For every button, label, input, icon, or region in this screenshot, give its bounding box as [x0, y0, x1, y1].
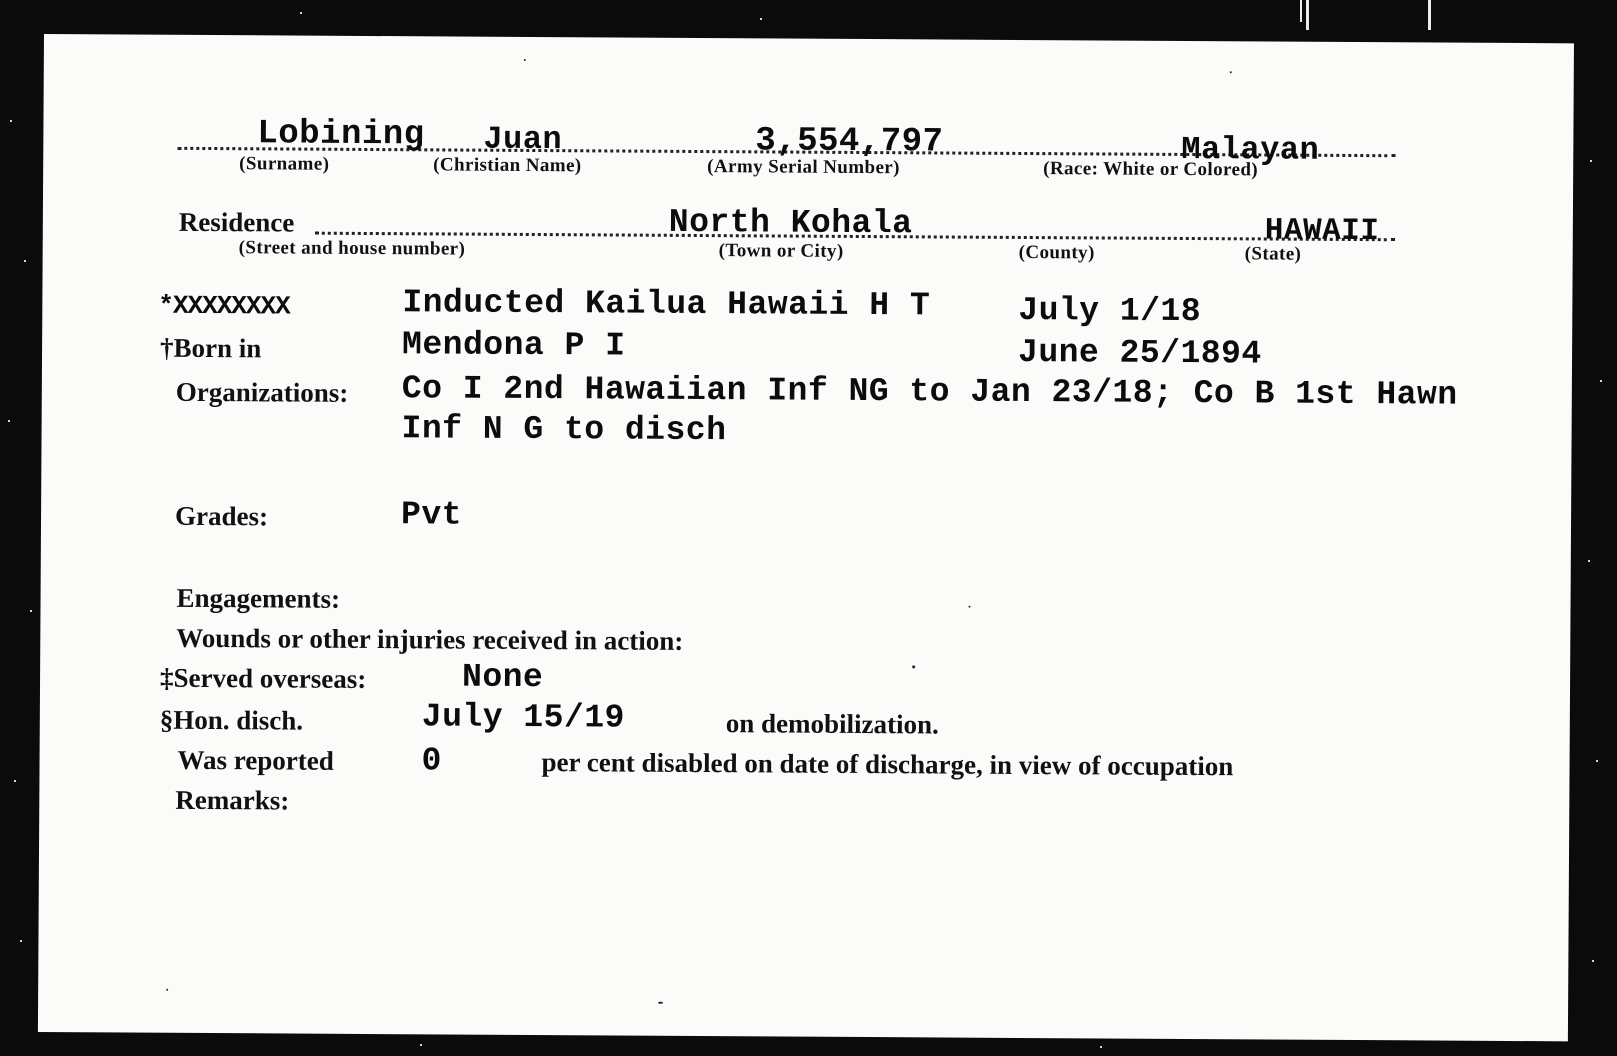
- served-overseas-label: ‡Served overseas:: [159, 662, 367, 694]
- remarks-label: Remarks:: [175, 784, 290, 816]
- scan-noise: [1592, 960, 1594, 962]
- wounds-label: Wounds or other injuries received in action:: [176, 622, 684, 656]
- scan-noise: [24, 260, 26, 262]
- scan-artifact-line: [1306, 0, 1309, 30]
- reported-value: 0: [421, 742, 442, 780]
- reported-label: Was reported: [177, 744, 334, 776]
- reported-suffix: per cent disabled on date of discharge, in view of occupation: [541, 747, 1234, 782]
- ink-speck: [524, 59, 526, 61]
- race-value: Malayan: [1181, 130, 1320, 169]
- scan-noise: [8, 420, 10, 422]
- scan-noise: [1588, 560, 1590, 562]
- scan-noise: [1590, 160, 1592, 162]
- organizations-line-1: Co I 2nd Hawaiian Inf NG to Jan 23/18; Co B 1st Hawn: [401, 370, 1458, 414]
- residence-label: Residence: [178, 206, 295, 238]
- enlisted-value: Inducted Kailua Hawaii H T: [402, 284, 931, 325]
- scan-noise: [10, 120, 12, 122]
- organizations-label: Organizations:: [175, 376, 349, 408]
- scan-noise: [20, 940, 22, 942]
- street-caption: (Street and house number): [238, 237, 466, 260]
- scan-noise: [30, 610, 32, 612]
- ink-speck: [166, 989, 168, 991]
- enlisted-label-struck: *XXXXXXXX: [158, 290, 290, 322]
- grades-value: Pvt: [400, 496, 463, 534]
- scan-noise: [1100, 1046, 1102, 1048]
- scan-noise: [760, 18, 762, 20]
- hon-disch-suffix: on demobilization.: [725, 708, 939, 740]
- town-caption: (Town or City): [718, 240, 844, 262]
- scan-noise: [1596, 760, 1598, 762]
- surname-value: Lobining: [257, 115, 425, 155]
- ink-speck: [912, 665, 915, 668]
- county-caption: (County): [1018, 241, 1095, 264]
- scan-noise: [14, 780, 16, 782]
- race-caption: (Race: White or Colored): [1043, 158, 1259, 181]
- ink-speck: [1230, 71, 1232, 73]
- engagements-label: Engagements:: [176, 582, 341, 614]
- scan-noise: [300, 12, 302, 14]
- christian-name-caption: (Christian Name): [433, 154, 582, 177]
- born-label: †Born in: [159, 332, 262, 364]
- born-date: June 25/1894: [1017, 333, 1262, 373]
- grades-label: Grades:: [174, 500, 269, 532]
- enlisted-date: July 1/18: [1018, 291, 1202, 331]
- scan-artifact-line: [1428, 0, 1431, 30]
- state-caption: (State): [1244, 243, 1302, 265]
- residence-town-value: North Kohala: [668, 203, 913, 243]
- scan-artifact-line: [1300, 0, 1302, 22]
- serial-number-value: 3,554,797: [755, 122, 944, 162]
- surname-caption: (Surname): [239, 153, 330, 175]
- ink-speck: [658, 1002, 663, 1004]
- ink-speck: [969, 606, 971, 608]
- born-value: Mendona P I: [401, 326, 626, 365]
- hon-disch-label: §Hon. disch.: [159, 704, 304, 736]
- serial-number-caption: (Army Serial Number): [707, 156, 900, 179]
- served-overseas-value: None: [461, 658, 544, 697]
- organizations-line-2: Inf N G to disch: [401, 410, 727, 450]
- hon-disch-date: July 15/19: [421, 698, 625, 737]
- christian-name-value: Juan: [483, 120, 563, 159]
- scan-noise: [1600, 380, 1602, 382]
- record-card: [38, 34, 1574, 1041]
- residence-state-value: HAWAII: [1264, 213, 1380, 250]
- scan-noise: [420, 1044, 422, 1046]
